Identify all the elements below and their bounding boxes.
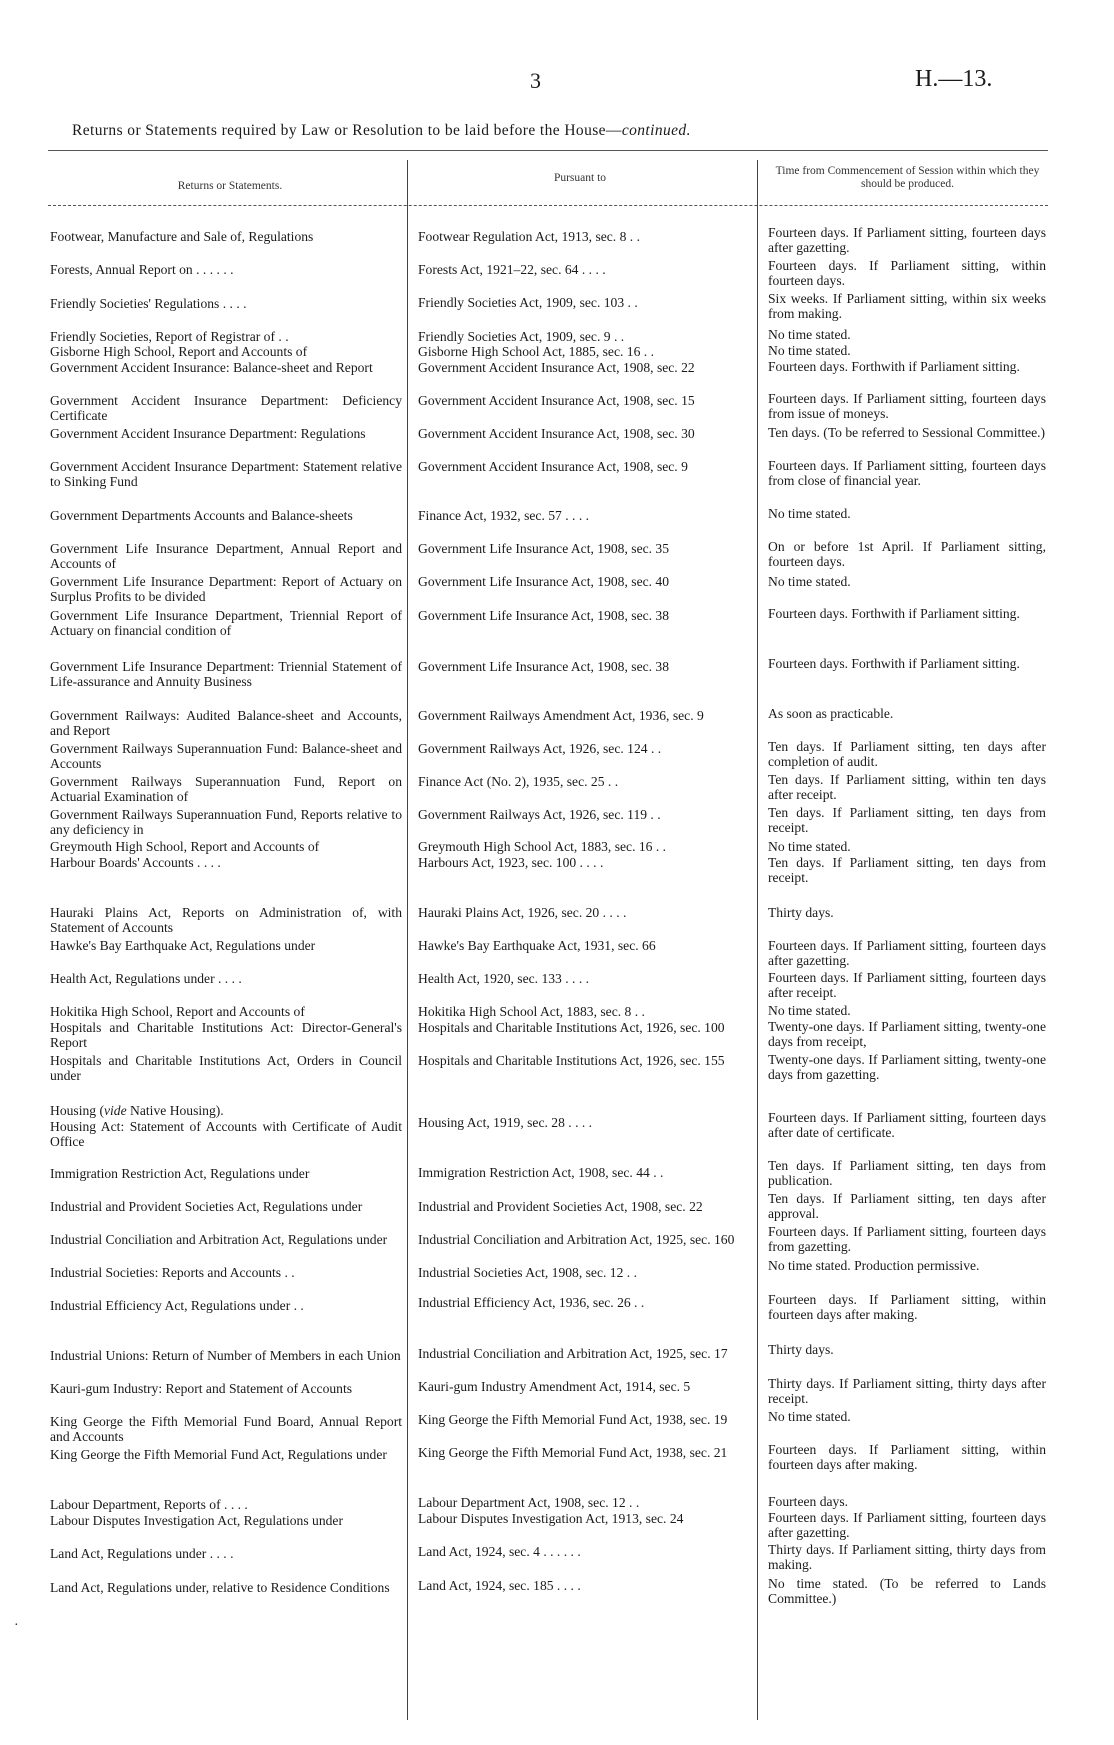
returns-cell: Footwear, Manufacture and Sale of, Regulations — [50, 229, 314, 244]
pursuant-cell: Government Life Insurance Act, 1908, sec. 38 — [418, 608, 670, 623]
time-cell: Fourteen days. If Parliament sitting, fourteen days after gazetting. — [768, 1510, 1046, 1540]
returns-cell: Hokitika High School, Report and Accounts of — [50, 1004, 305, 1019]
time-cell: Thirty days. — [768, 905, 834, 920]
pursuant-cell: Land Act, 1924, sec. 185 . . . . — [418, 1578, 581, 1593]
pursuant-cell: Labour Department Act, 1908, sec. 12 . . — [418, 1495, 640, 1510]
pursuant-cell: Government Accident Insurance Act, 1908, sec. 30 — [418, 426, 695, 441]
returns-cell: Government Railways: Audited Balance-sheet and Accounts, and Report — [50, 708, 402, 738]
returns-cell: Housing (vide Native Housing). — [50, 1103, 224, 1118]
pursuant-cell: Labour Disputes Investigation Act, 1913, sec. 24 — [418, 1511, 684, 1526]
page-title — [72, 122, 1062, 140]
time-cell: Ten days. If Parliament sitting, within ten days after receipt. — [768, 772, 1046, 802]
returns-cell: Kauri-gum Industry: Report and Statement of Accounts — [50, 1381, 353, 1396]
returns-cell: Industrial and Provident Societies Act, Regulations under — [50, 1199, 363, 1214]
pursuant-cell: Hauraki Plains Act, 1926, sec. 20 . . . . — [418, 905, 627, 920]
pursuant-cell: Housing Act, 1919, sec. 28 . . . . — [418, 1115, 593, 1130]
pursuant-cell: Hokitika High School Act, 1883, sec. 8 . . — [418, 1004, 645, 1019]
pursuant-cell: Industrial Conciliation and Arbitration Act, 1925, sec. 160 — [418, 1232, 735, 1247]
returns-cell: King George the Fifth Memorial Fund Act, Regulations under — [50, 1447, 387, 1462]
returns-cell: Government Railways Superannuation Fund, Reports relative to any deficiency in — [50, 807, 402, 837]
returns-cell: Government Life Insurance Department, Annual Report and Accounts of — [50, 541, 402, 571]
pursuant-cell: Government Railways Amendment Act, 1936, sec. 9 — [418, 708, 704, 723]
returns-cell: Immigration Restriction Act, Regulations under — [50, 1166, 310, 1181]
pursuant-cell: King George the Fifth Memorial Fund Act, 1938, sec. 21 — [418, 1445, 728, 1460]
time-cell: Fourteen days. If Parliament sitting, fourteen days from issue of moneys. — [768, 391, 1046, 421]
time-cell: Ten days. If Parliament sitting, ten days after completion of audit. — [768, 739, 1046, 769]
time-cell: No time stated. — [768, 1409, 851, 1424]
returns-cell: Harbour Boards' Accounts . . . . — [50, 855, 221, 870]
pursuant-cell: Industrial Conciliation and Arbitration Act, 1925, sec. 17 — [418, 1346, 728, 1361]
column-divider-1 — [407, 160, 408, 1720]
returns-cell: Health Act, Regulations under . . . . — [50, 971, 242, 986]
time-cell: Six weeks. If Parliament sitting, within six weeks from making. — [768, 291, 1046, 321]
time-cell: Twenty-one days. If Parliament sitting, twenty-one days from receipt, — [768, 1019, 1046, 1049]
returns-cell: King George the Fifth Memorial Fund Board, Annual Report and Accounts — [50, 1414, 402, 1444]
returns-cell: Land Act, Regulations under, relative to Residence Conditions — [50, 1580, 390, 1595]
returns-cell: Housing Act: Statement of Accounts with Certificate of Audit Office — [50, 1119, 402, 1149]
pursuant-cell: Industrial and Provident Societies Act, 1908, sec. 22 — [418, 1199, 703, 1214]
returns-cell: Government Accident Insurance: Balance-sheet and Report — [50, 360, 373, 375]
pursuant-cell: Government Railways Act, 1926, sec. 119 . . — [418, 807, 661, 822]
pursuant-cell: Government Accident Insurance Act, 1908, sec. 9 — [418, 459, 688, 474]
time-cell: Ten days. If Parliament sitting, ten days from receipt. — [768, 805, 1046, 835]
document-reference: H.—13. — [915, 66, 993, 92]
time-cell: Ten days. If Parliament sitting, ten days from receipt. — [768, 855, 1046, 885]
time-cell: Fourteen days. If Parliament sitting, fourteen days after receipt. — [768, 970, 1046, 1000]
pursuant-cell: Government Life Insurance Act, 1908, sec. 38 — [418, 659, 670, 674]
time-cell: Fourteen days. Forthwith if Parliament sitting. — [768, 656, 1020, 671]
returns-cell: Hospitals and Charitable Institutions Act, Orders in Council under — [50, 1053, 402, 1083]
returns-cell: Government Life Insurance Department: Triennial Statement of Life-assurance and Annuity Business — [50, 659, 402, 689]
pursuant-cell: Hawke's Bay Earthquake Act, 1931, sec. 66 — [418, 938, 656, 953]
time-cell: Thirty days. If Parliament sitting, thirty days from making. — [768, 1542, 1046, 1572]
time-cell: Fourteen days. If Parliament sitting, fourteen days from close of financial year. — [768, 458, 1046, 488]
time-cell: No time stated. (To be referred to Lands Committee.) — [768, 1576, 1046, 1606]
time-cell: No time stated. Production permissive. — [768, 1258, 980, 1273]
time-cell: Fourteen days. If Parliament sitting, fourteen days after gazetting. — [768, 938, 1046, 968]
pursuant-cell: Friendly Societies Act, 1909, sec. 9 . . — [418, 329, 625, 344]
time-cell: Fourteen days. If Parliament sitting, fourteen days from gazetting. — [768, 1224, 1046, 1254]
time-cell: No time stated. — [768, 343, 851, 358]
time-cell: No time stated. — [768, 506, 851, 521]
returns-cell: Industrial Conciliation and Arbitration Act, Regulations under — [50, 1232, 388, 1247]
pursuant-cell: Hospitals and Charitable Institutions Act, 1926, sec. 100 — [418, 1020, 725, 1035]
pursuant-cell: Greymouth High School Act, 1883, sec. 16 . . — [418, 839, 667, 854]
returns-cell: Hawke's Bay Earthquake Act, Regulations under — [50, 938, 316, 953]
pursuant-cell: Kauri-gum Industry Amendment Act, 1914, sec. 5 — [418, 1379, 691, 1394]
returns-cell: Gisborne High School, Report and Accounts of — [50, 344, 308, 359]
pursuant-cell: Government Life Insurance Act, 1908, sec. 40 — [418, 574, 670, 589]
time-cell: Ten days. If Parliament sitting, ten days after approval. — [768, 1191, 1046, 1221]
time-cell: No time stated. — [768, 1003, 851, 1018]
pursuant-cell: Government Accident Insurance Act, 1908, sec. 22 — [418, 360, 695, 375]
pursuant-cell: Hospitals and Charitable Institutions Act, 1926, sec. 155 — [418, 1053, 725, 1068]
pursuant-cell: Footwear Regulation Act, 1913, sec. 8 . . — [418, 229, 640, 244]
returns-cell: Labour Disputes Investigation Act, Regulations under — [50, 1513, 343, 1528]
time-cell: No time stated. — [768, 574, 851, 589]
returns-cell: Government Railways Superannuation Fund: Balance-sheet and Accounts — [50, 741, 402, 771]
time-cell: Fourteen days. If Parliament sitting, fourteen days after gazetting. — [768, 225, 1046, 255]
returns-cell: Labour Department, Reports of . . . . — [50, 1497, 248, 1512]
pursuant-cell: Government Life Insurance Act, 1908, sec. 35 — [418, 541, 670, 556]
pursuant-cell: Finance Act, 1932, sec. 57 . . . . — [418, 508, 590, 523]
pursuant-cell: Land Act, 1924, sec. 4 . . . . . . — [418, 1544, 581, 1559]
time-cell: Twenty-one days. If Parliament sitting, twenty-one days from gazetting. — [768, 1052, 1046, 1082]
time-cell: Ten days. If Parliament sitting, ten days from publication. — [768, 1158, 1046, 1188]
column-divider-2 — [757, 160, 758, 1720]
time-cell: Fourteen days. Forthwith if Parliament sitting. — [768, 359, 1020, 374]
time-cell: Fourteen days. If Parliament sitting, within fourteen days. — [768, 258, 1046, 288]
pursuant-cell: Immigration Restriction Act, 1908, sec. 44 . . — [418, 1165, 664, 1180]
pursuant-cell: Finance Act (No. 2), 1935, sec. 25 . . — [418, 774, 619, 789]
time-cell: No time stated. — [768, 327, 851, 342]
returns-cell: Friendly Societies' Regulations . . . . — [50, 296, 247, 311]
returns-cell: Industrial Unions: Return of Number of Members in each Union — [50, 1348, 401, 1363]
header-bottom-rule — [48, 205, 1048, 206]
pursuant-cell: Friendly Societies Act, 1909, sec. 103 . . — [418, 295, 638, 310]
pursuant-cell: Industrial Efficiency Act, 1936, sec. 26 . . — [418, 1295, 645, 1310]
time-cell: Thirty days. — [768, 1342, 834, 1357]
returns-cell: Government Departments Accounts and Balance-sheets — [50, 508, 353, 523]
returns-cell: Friendly Societies, Report of Registrar of . . — [50, 329, 289, 344]
margin-mark: · — [14, 1618, 19, 1633]
title-continued: continued. — [621, 122, 691, 139]
returns-cell: Hospitals and Charitable Institutions Act: Director-General's Report — [50, 1020, 402, 1050]
pursuant-cell: Industrial Societies Act, 1908, sec. 12 . . — [418, 1265, 637, 1280]
returns-cell: Greymouth High School, Report and Accounts of — [50, 839, 320, 854]
returns-cell: Land Act, Regulations under . . . . — [50, 1546, 234, 1561]
returns-cell: Government Accident Insurance Department: Statement relative to Sinking Fund — [50, 459, 402, 489]
column-header-time: Time from Commencement of Session within which they should be produced. — [775, 165, 1040, 190]
pursuant-cell: Government Railways Act, 1926, sec. 124 . . — [418, 741, 662, 756]
time-cell: Ten days. (To be referred to Sessional Committee.) — [768, 425, 1046, 440]
returns-cell: Industrial Efficiency Act, Regulations under . . — [50, 1298, 304, 1313]
time-cell: Fourteen days. If Parliament sitting, within fourteen days after making. — [768, 1292, 1046, 1322]
pursuant-cell: Health Act, 1920, sec. 133 . . . . — [418, 971, 590, 986]
returns-cell: Government Life Insurance Department: Report of Actuary on Surplus Profits to be divided — [50, 574, 402, 604]
returns-cell: Government Life Insurance Department, Triennial Report of Actuary on financial condition of — [50, 608, 402, 638]
time-cell: As soon as practicable. — [768, 706, 894, 721]
pursuant-cell: Harbours Act, 1923, sec. 100 . . . . — [418, 855, 604, 870]
page-number: 3 — [530, 68, 541, 93]
returns-cell: Hauraki Plains Act, Reports on Administration of, with Statement of Accounts — [50, 905, 402, 935]
pursuant-cell: Forests Act, 1921–22, sec. 64 . . . . — [418, 262, 606, 277]
pursuant-cell: Government Accident Insurance Act, 1908, sec. 15 — [418, 393, 695, 408]
column-header-returns: Returns or Statements. — [177, 180, 283, 192]
time-cell: Thirty days. If Parliament sitting, thirty days after receipt. — [768, 1376, 1046, 1406]
time-cell: Fourteen days. If Parliament sitting, fourteen days after date of certificate. — [768, 1110, 1046, 1140]
time-cell: No time stated. — [768, 839, 851, 854]
returns-cell: Government Accident Insurance Department: Regulations — [50, 426, 366, 441]
returns-cell: Government Accident Insurance Department: Deficiency Certificate — [50, 393, 402, 423]
header-top-rule — [48, 150, 1048, 151]
time-cell: Fourteen days. Forthwith if Parliament sitting. — [768, 606, 1020, 621]
title-text: Returns or Statements required by Law or Resolution to be laid before the House— — [72, 122, 622, 139]
time-cell: Fourteen days. If Parliament sitting, within fourteen days after making. — [768, 1442, 1046, 1472]
returns-cell: Forests, Annual Report on . . . . . . — [50, 262, 234, 277]
time-cell: On or before 1st April. If Parliament sitting, fourteen days. — [768, 539, 1046, 569]
column-header-pursuant: Pursuant to — [553, 172, 607, 184]
pursuant-cell: King George the Fifth Memorial Fund Act, 1938, sec. 19 — [418, 1412, 728, 1427]
returns-cell: Industrial Societies: Reports and Accounts . . — [50, 1265, 295, 1280]
time-cell: Fourteen days. — [768, 1494, 849, 1509]
returns-cell: Government Railways Superannuation Fund, Report on Actuarial Examination of — [50, 774, 402, 804]
pursuant-cell: Gisborne High School Act, 1885, sec. 16 . . — [418, 344, 654, 359]
